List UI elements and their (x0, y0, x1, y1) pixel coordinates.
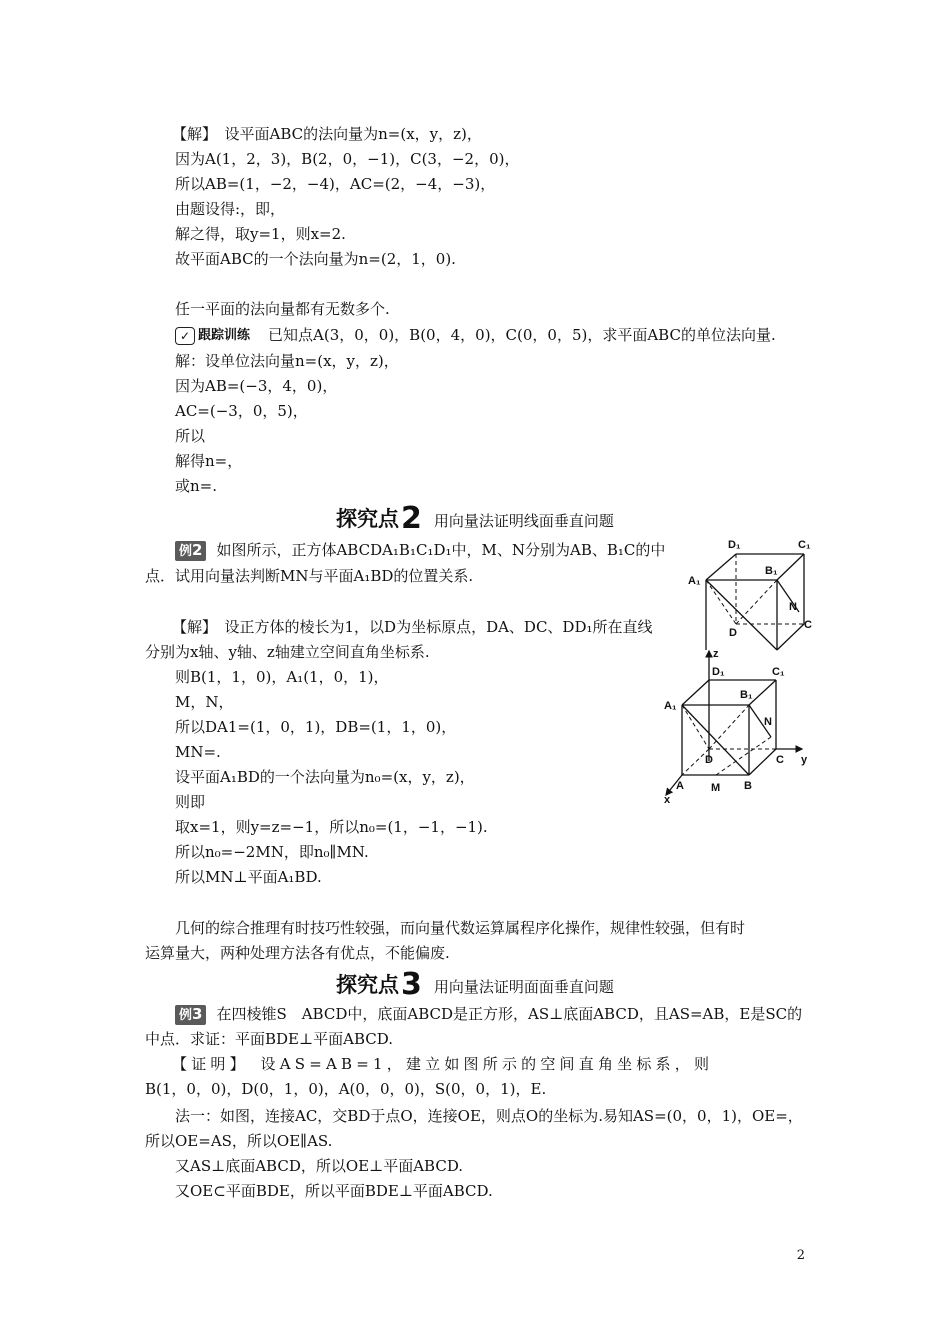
proof-line: 法一：如图，连接AC，交BD于点O，连接OE，则点O的坐标为.易知AS=(0，0，1)，OE=， (175, 1107, 803, 1125)
label-B1: B₁ (765, 565, 778, 577)
solution-line: 【解】 设平面ABC的法向量为n=(x，y，z)， (172, 125, 482, 143)
solution-line: 因为A(1，2，3)，B(2，0，−1)，C(3，−2，0)， (175, 150, 520, 168)
section-heading-3 (0, 967, 950, 1002)
axis-label-z: z (713, 648, 719, 660)
track-exercise-line (175, 325, 776, 346)
example-2-line: 点．试用向量法判断MN与平面A₁BD的位置关系. (145, 567, 474, 585)
solution-line: 设平面A₁BD的一个法向量为n₀=(x，y，z)， (175, 768, 475, 786)
axis-label-y: y (801, 754, 808, 766)
label-M: M (711, 782, 721, 794)
axis-label-x: x (664, 794, 671, 806)
label-B1: B₁ (740, 689, 753, 701)
solution-line: 解之得，取y=1，则x=2. (175, 225, 346, 243)
solution-line: 分别为x轴、y轴、z轴建立空间直角坐标系. (145, 643, 430, 661)
solution-line: 所以 (175, 427, 206, 445)
solution-line: 解：设单位法向量n=(x，y，z)， (175, 352, 399, 370)
label-A1: A₁ (664, 700, 677, 712)
solution-line: 取x=1，则y=z=−1，所以n₀=(1，−1，−1). (175, 818, 488, 836)
example-tag: 例2 (175, 541, 206, 561)
track-badge (175, 326, 250, 346)
example-3-line: 例3 在四棱锥S ABCD中，底面ABCD是正方形，AS⊥底面ABCD，且AS=AB，E是SC的 (175, 1004, 802, 1025)
solution-line: 故平面ABC的一个法向量为n=(2，1，0). (175, 250, 456, 268)
solution-line: M，N， (175, 693, 234, 711)
solution-line: 解得n=， (175, 452, 243, 470)
section-heading-2 (0, 501, 950, 536)
label-B: B (744, 780, 752, 792)
proof-line: B(1，0，0)，D(0，1，0)，A(0，0，0)，S(0，0，1)，E. (145, 1080, 547, 1098)
solution-line: 或n=. (175, 477, 217, 495)
section-number: 2 (401, 501, 422, 536)
solution-line: 由题设得:，即， (175, 200, 286, 218)
label-C1: C₁ (772, 666, 785, 678)
proof-line: 又AS⊥底面ABCD，所以OE⊥平面ABCD. (175, 1157, 464, 1175)
label-C: C (804, 619, 812, 631)
solution-line: 所以DA1=(1，0，1)，DB=(1，1，0)， (175, 718, 457, 736)
solution-line: 因为AB=(−3，4，0)， (175, 377, 338, 395)
example-tag: 例3 (175, 1005, 206, 1025)
track-label: 跟踪训练 (198, 328, 251, 343)
label-D: D (705, 754, 713, 766)
section-label: 探究点 (336, 973, 400, 997)
remark-line: 任一平面的法向量都有无数多个. (175, 300, 390, 318)
example-3-line: 中点．求证：平面BDE⊥平面ABCD. (145, 1030, 393, 1048)
label-A1: A₁ (688, 575, 701, 587)
track-text: 已知点A(3，0，0)，B(0，4，0)，C(0，0，5)，求平面ABC的单位法向量. (268, 326, 776, 344)
solution-line: AC=(−3，0，5)， (175, 402, 308, 420)
solution-line: 则B(1，1，0)，A₁(1，0，1)， (175, 668, 389, 686)
example-2-line: 例2 如图所示，正方体ABCDA₁B₁C₁D₁中，M、N分别为AB、B₁C的中 (175, 540, 665, 561)
section-title: 用向量法证明线面垂直问题 (433, 512, 614, 530)
check-icon: ✓ (175, 327, 195, 345)
label-N: N (789, 601, 797, 613)
cube-axes-figure (660, 645, 832, 807)
label-A: A (676, 780, 684, 792)
cube-figure (680, 532, 820, 652)
proof-line: 又OE⊂平面BDE，所以平面BDE⊥平面ABCD. (175, 1182, 493, 1200)
proof-line: 所以OE=AS，所以OE∥AS. (145, 1132, 333, 1150)
page-number: 2 (796, 1248, 805, 1263)
solution-line: 所以AB=(1，−2，−4)，AC=(2，−4，−3)， (175, 175, 496, 193)
label-D: D (729, 627, 737, 639)
solution-line: 【解】 设正方体的棱长为1，以D为坐标原点，DA、DC、DD₁所在直线 (172, 618, 653, 636)
label-N: N (764, 716, 772, 728)
summary-line: 运算量大，两种处理方法各有优点，不能偏废. (145, 944, 450, 962)
summary-line: 几何的综合推理有时技巧性较强，而向量代数运算属程序化操作，规律性较强，但有时 (175, 919, 746, 937)
solution-line: MN=. (175, 743, 221, 761)
section-title: 用向量法证明面面垂直问题 (433, 978, 614, 996)
proof-line: 【证明】 设AS=AB=1，建立如图所示的空间直角坐标系，则 (172, 1055, 714, 1073)
label-C: C (776, 754, 784, 766)
label-C1: C₁ (798, 539, 811, 551)
label-D1: D₁ (728, 539, 741, 551)
solution-line: 所以MN⊥平面A₁BD. (175, 868, 322, 886)
label-D1: D₁ (712, 666, 725, 678)
solution-line: 所以n₀=−2MN，即n₀∥MN. (175, 843, 369, 861)
solution-line: 则即 (175, 793, 206, 811)
section-number: 3 (401, 967, 422, 1002)
section-label: 探究点 (336, 507, 400, 531)
